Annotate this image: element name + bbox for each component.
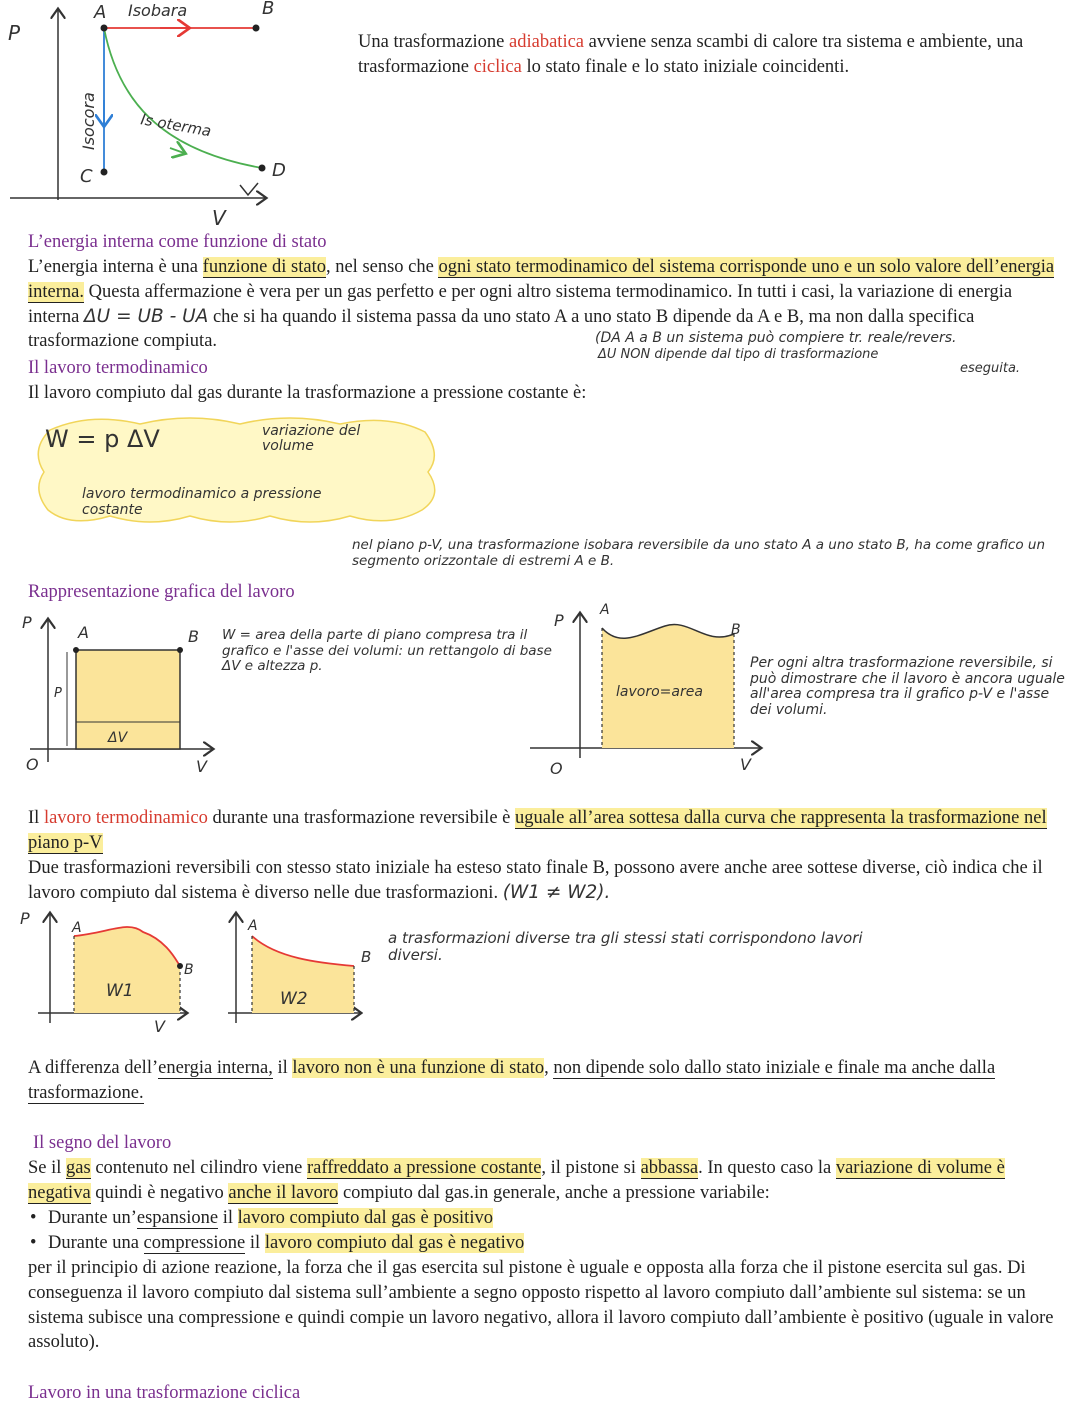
intro-paragraph (358, 30, 1048, 80)
label-o: O (26, 755, 39, 774)
text: . In questo caso la (698, 1158, 836, 1178)
label-v-1: V (154, 1017, 165, 1033)
differenza-paragraph (28, 1056, 1058, 1106)
point-d (259, 165, 266, 172)
term-energia-interna: energia interna, (158, 1058, 273, 1078)
note-lavoro-pressione-costante: lavoro termodinamico a pressione costante (82, 486, 322, 518)
text: il (245, 1232, 265, 1253)
label-b-1: B (184, 962, 194, 978)
term-compressione: compressione (143, 1232, 246, 1253)
highlight-anche-lavoro: anche il lavoro (228, 1182, 339, 1203)
text: il (272, 1058, 293, 1078)
label-a-2: A (248, 918, 258, 934)
highlight-area-sottesa: uguale all’area sottesa dalla curva che rappresenta la trasformazione nel piano p-V (28, 808, 1047, 853)
two-transformations-graphs (18, 908, 363, 1033)
label-delta-v: ΔV (108, 730, 128, 746)
pv-transformations-diagram (0, 0, 300, 225)
label-p: P (554, 611, 564, 630)
label-b: B (731, 622, 741, 638)
note-area-rettangolo: W = area della parte di piano compresa tra il grafico e l'asse dei volumi: un rettangolo di base ΔV e altezza p. (222, 627, 552, 674)
curve-work-graph (520, 598, 765, 778)
note-eseguita: eseguita. (960, 361, 1021, 376)
bullet-compressione (48, 1231, 1058, 1256)
term-adiabatica: adiabatica (509, 32, 585, 52)
label-b-2: B (361, 948, 372, 966)
label-p-height: P (54, 686, 62, 701)
label-b: B (188, 627, 199, 646)
note-ogni-altra-trasformazione: Per ogni altra trasformazione reversibile, si può dimostrare che il lavoro è ancora uguale all'area compresa tra il grafico p-V e l'asse dei volumi. (750, 655, 1065, 718)
label-p: P (8, 21, 21, 45)
text: Se il (28, 1158, 67, 1178)
text: durante una trasformazione reversibile è (207, 808, 515, 828)
point-c (101, 169, 108, 176)
text: il (218, 1208, 238, 1228)
bullet-espansione (48, 1206, 1058, 1231)
point-a (101, 25, 108, 32)
note-w1-neq-w2: (W1 ≠ W2). (502, 881, 611, 903)
label-isocora: Isocora (79, 92, 98, 150)
label-b: B (262, 0, 275, 19)
segno-paragraph-end: per il principio di azione reazione, la forza che il gas esercita sul pistone è uguale e opposta alla forza che il pistone esercita sul gas. Di conseguenza il lavoro compiuto dal sistema sull’ambiente a segno opposto rispetto al lavoro compiuto dall’ambiente sul sistema: se un sistema subisce una compressione e quindi compie un lavoro negativo, allora il lavoro compiuto dall’ambiente è positivo (uguale in valore assoluto). (28, 1258, 1054, 1353)
text: Durante un’ (48, 1208, 137, 1228)
label-a: A (94, 2, 107, 23)
heading-energia-interna: L’energia interna come funzione di stato (28, 232, 327, 252)
label-p: P (22, 613, 32, 632)
text: quindi è negativo (90, 1182, 229, 1203)
heading-lavoro-termodinamico: Il lavoro termodinamico (28, 358, 208, 378)
highlight-non-funzione-stato: lavoro non è una funzione di stato (292, 1058, 545, 1078)
isoterma-arrow (170, 148, 184, 153)
highlight-variazione-negativa: variazione di volume è negativa (28, 1158, 1005, 1203)
intro-text: avviene senza scambi di calore tra sistema e ambiente, una trasformazione (358, 32, 1024, 77)
label-p: P (20, 909, 30, 928)
text: Questa affermazione è vera per un gas perfetto e per ogni altro sistema termodinamico. In tutti i casi, la variazione di energia interna (28, 281, 1013, 327)
highlight-raffreddato: raffreddato a pressione costante (307, 1158, 542, 1178)
highlight-positivo: lavoro compiuto dal gas è positivo (237, 1208, 493, 1228)
underline-dipende-trasformazione: non dipende solo dallo stato iniziale e finale ma anche dalla trasformazione. (28, 1058, 996, 1103)
label-a: A (78, 623, 89, 642)
point-a (73, 647, 79, 653)
label-c: C (80, 166, 93, 187)
text: L’energia interna è una (28, 257, 203, 277)
formula-delta-u: ΔU = UB - UA (84, 305, 209, 327)
v-axis-arrow-mark (240, 183, 258, 195)
formula-w-p-dv: W = p ΔV (45, 425, 160, 453)
highlight-definition: ogni stato termodinamico del sistema corrisponde uno e un solo valore dell’energia interna. (28, 257, 1055, 302)
text: Il (28, 808, 44, 828)
label-o: O (550, 759, 563, 778)
heading-rappresentazione-grafica: Rappresentazione grafica del lavoro (28, 582, 295, 602)
note-isobara-reversibile: nel piano p-V, una trasformazione isobara reversibile da uno stato A a uno stato B, ha come grafico un segmento orizzontale di estremi A e B. (352, 537, 1046, 569)
reversibile-paragraph (28, 806, 1058, 856)
text: che si ha quando il sistema passa da uno stato A a uno stato B dipende da A e B, ma non dalla specifica trasformazione compiuta. (28, 306, 975, 352)
intro-text: Una trasformazione (358, 32, 510, 52)
heading-lavoro-ciclico: Lavoro in una trasformazione ciclica (28, 1383, 301, 1403)
label-v: V (740, 755, 751, 774)
label-v: V (196, 757, 207, 776)
label-a: A (600, 602, 610, 618)
term-espansione: espansione (136, 1208, 219, 1228)
w1-point-b (177, 963, 183, 969)
note-delta-u: ΔU NON dipende dal tipo di trasformazione (598, 347, 879, 362)
term-lavoro-termodinamico: lavoro termodinamico (43, 808, 208, 828)
segno-paragraph (28, 1156, 1058, 1206)
text: , nel senso che (325, 257, 439, 277)
isoterma-curve (104, 28, 262, 168)
text: compiuto dal gas.in generale, anche a pressione variabile: (338, 1182, 770, 1203)
text: , (544, 1058, 554, 1078)
label-w2: W2 (280, 989, 308, 1009)
label-v: V (212, 206, 226, 225)
highlight-negativo: lavoro compiuto dal gas è negativo (264, 1232, 525, 1253)
label-d: D (272, 160, 286, 181)
reversibile-paragraph-2 (28, 856, 1068, 906)
note-da-a-b: (DA A a B un sistema può compiere tr. reale/revers. (595, 330, 957, 346)
term-funzione-di-stato: funzione di stato (202, 257, 326, 277)
lavoro-paragraph: Il lavoro compiuto dal gas durante la trasformazione a pressione costante è: (28, 383, 587, 403)
text: Due trasformazioni reversibili con stesso stato iniziale ha esteso stato finale B, possono avere anche aree sottese diverse, ciò indica che il lavoro compiuto dal sistema è diverso nelle due trasformazioni. (28, 858, 1043, 903)
term-gas: gas (66, 1158, 91, 1178)
text: Durante una (48, 1232, 144, 1253)
label-a-1: A (72, 920, 82, 936)
highlight-abbassa: abbassa (640, 1158, 699, 1178)
work-area-rectangle (76, 650, 180, 749)
rectangle-work-graph (20, 612, 220, 782)
term-ciclica: ciclica (473, 56, 522, 77)
text: A differenza dell’ (28, 1058, 159, 1078)
point-b (253, 25, 260, 32)
text: , il pistone si (541, 1158, 641, 1178)
note-trasformazioni-diverse: a trasformazioni diverse tra gli stessi stati corrispondono lavori diversi. (388, 929, 863, 964)
label-isoterma: Is oterma (139, 110, 213, 141)
text: contenuto nel cilindro viene (90, 1158, 307, 1178)
note-variazione-volume: variazione del volume (262, 423, 361, 454)
segno-bullets (28, 1206, 1058, 1256)
label-isobara: Isobara (128, 1, 188, 20)
label-w1: W1 (106, 981, 134, 1001)
heading-segno-lavoro: Il segno del lavoro (33, 1133, 172, 1153)
point-b (177, 647, 183, 653)
label-area: lavoro=area (616, 684, 703, 700)
intro-text: lo stato finale e lo stato iniziale coincidenti. (521, 56, 850, 77)
